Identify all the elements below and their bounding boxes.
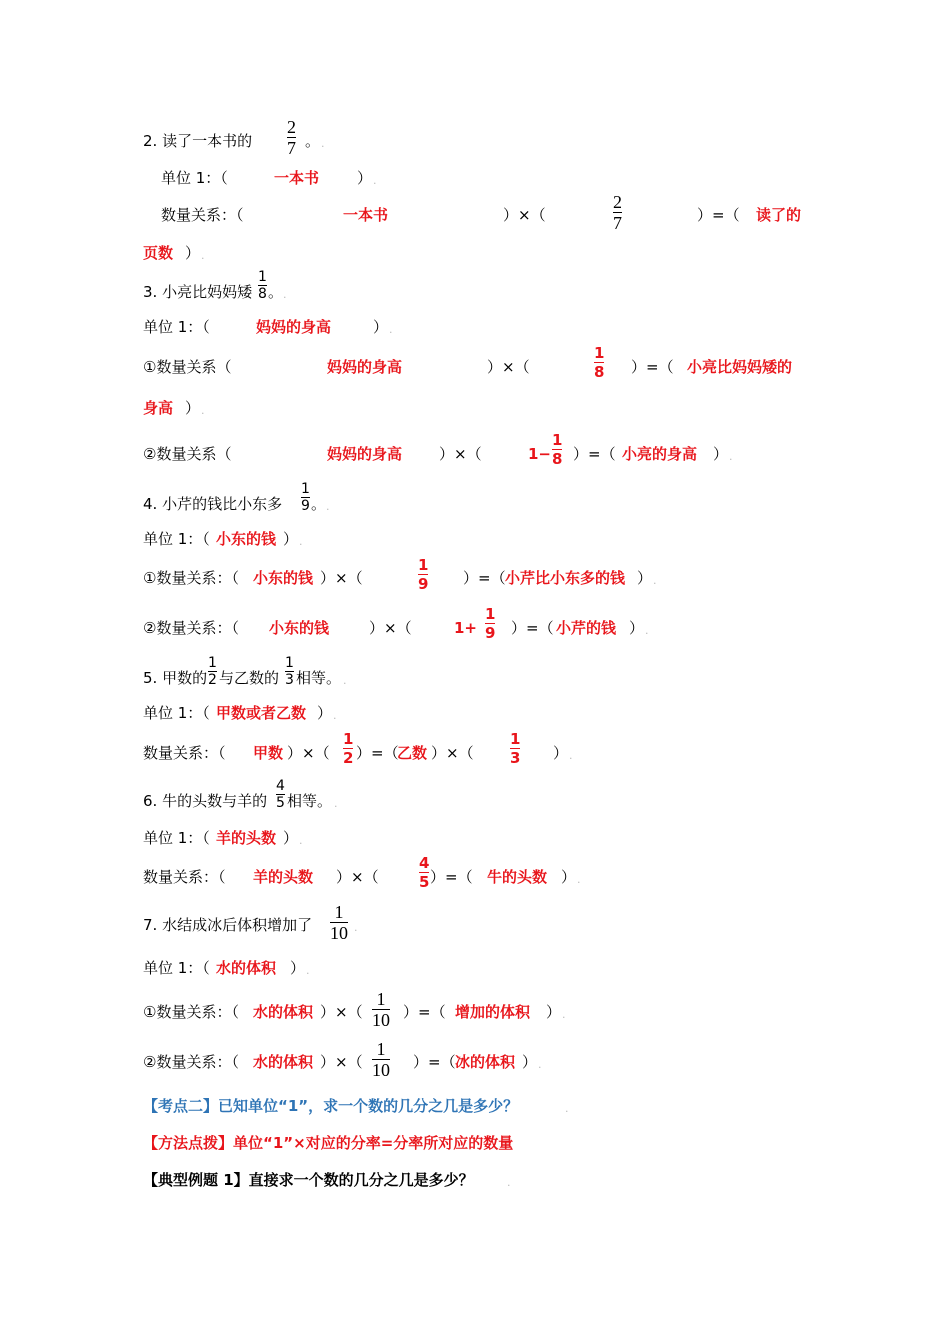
item4-unit-answer: 小东的钱	[216, 530, 277, 548]
example-heading: 【典型例题 1】直接求一个数的几分之几是多少？	[143, 1171, 474, 1189]
item4-r1-a: 小东的钱	[253, 569, 314, 587]
item5-relation-b: 乙数	[397, 744, 428, 762]
item5-unit-answer: 甲数或者乙数	[216, 704, 307, 722]
item3-fraction: 1 8	[258, 269, 267, 302]
item7-r1-label: ①数量关系：（	[143, 1003, 239, 1021]
item7-r1-equals: ）=（	[403, 1003, 446, 1021]
paragraph-mark: .	[299, 535, 303, 548]
item5-relation-times: ）×（	[287, 744, 330, 762]
item2-relation-a: 一本书	[343, 206, 389, 224]
paragraph-mark: .	[283, 288, 287, 301]
paragraph-mark: .	[507, 1176, 511, 1189]
item3-r2-equals: ）=（	[573, 445, 616, 463]
item4-r1-times: ）×（	[320, 569, 363, 587]
method-heading: 【方法点拨】单位“1”×对应的分率=分率所对应的数量	[143, 1134, 514, 1152]
item5-relation-close: ）	[553, 744, 569, 762]
item2-unit-label: 单位 1：（	[161, 169, 228, 187]
item3-r2-close: ）	[713, 445, 729, 463]
item4-stem-end: 。	[311, 495, 327, 513]
item4-r2-a: 小东的钱	[269, 619, 330, 637]
paragraph-mark: .	[354, 921, 358, 934]
item7-r2-close: ）	[522, 1053, 538, 1071]
item4-unit-close: ）	[283, 530, 299, 548]
item5-unit-label: 单位 1：（	[143, 704, 210, 722]
item7-unit-label: 单位 1：（	[143, 959, 210, 977]
paragraph-mark: .	[306, 964, 310, 977]
item3-unit-close: ）	[373, 318, 389, 336]
item7-r1-times: ）×（	[320, 1003, 363, 1021]
item7-fraction: 1 10	[330, 902, 348, 943]
item7-r2-label: ②数量关系：（	[143, 1053, 239, 1071]
item4-r1-equals: ）=（	[463, 569, 506, 587]
item3-r2-b: 小亮的身高	[622, 445, 698, 463]
item4-r1-close: ）	[637, 569, 653, 587]
paragraph-mark: .	[645, 624, 649, 637]
item5-relation-label: 数量关系：（	[143, 744, 226, 762]
item3-r1-a: 妈妈的身高	[327, 358, 403, 376]
item5-fraction-a: 1 2	[208, 655, 217, 688]
paragraph-mark: .	[565, 1102, 569, 1115]
item2-fraction: 2 7	[287, 117, 296, 158]
paragraph-mark: .	[201, 249, 205, 262]
paragraph-mark: .	[569, 749, 573, 762]
item3-r1-b2: 身高	[143, 399, 174, 417]
item7-r2-a: 水的体积	[253, 1053, 314, 1071]
item2-relation-times: ）×（	[503, 206, 546, 224]
item6-relation-b: 牛的头数	[487, 868, 548, 886]
paragraph-mark: .	[334, 797, 338, 810]
paragraph-mark: .	[321, 137, 325, 150]
paragraph-mark: .	[538, 1058, 542, 1071]
paragraph-mark: .	[373, 174, 377, 187]
item6-fraction: 4 5	[276, 778, 285, 811]
item5-unit-close: ）	[317, 704, 333, 722]
item5-stem-c: 相等。	[296, 669, 342, 687]
item4-r1-b: 小芹比小东多的钱	[505, 569, 626, 587]
item4-r2-close: ）	[629, 619, 645, 637]
paragraph-mark: .	[333, 709, 337, 722]
item4-r2-fraction: 1 9	[485, 605, 496, 642]
item4-stem: 4. 小芹的钱比小东多	[143, 495, 283, 513]
item3-r2-times: ）×（	[439, 445, 482, 463]
item2-stem-end: 。	[305, 132, 321, 150]
item4-r1-fraction: 1 9	[418, 556, 429, 593]
item3-r2-a: 妈妈的身高	[327, 445, 403, 463]
item2-relation-label: 数量关系：（	[161, 206, 244, 224]
item2-unit-close: ）	[357, 169, 373, 187]
item4-r2-b: 小芹的钱	[556, 619, 617, 637]
paragraph-mark: .	[577, 873, 581, 886]
item6-relation-fraction: 4 5	[419, 854, 430, 891]
item3-r1-close: ）	[185, 399, 201, 417]
item7-r2-equals: ）=（	[413, 1053, 456, 1071]
paragraph-mark: .	[343, 674, 347, 687]
item2-relation-close: ）	[185, 244, 201, 262]
item5-stem-a: 5. 甲数的	[143, 669, 208, 687]
item3-stem-end: 。	[268, 283, 284, 301]
kaodian-heading: 【考点二】已知单位“1”，求一个数的几分之几是多少？	[143, 1097, 519, 1115]
paragraph-mark: .	[326, 500, 330, 513]
item3-r1-label: ①数量关系（	[143, 358, 232, 376]
item5-stem-b: 与乙数的	[219, 669, 280, 687]
item3-r2-label: ②数量关系（	[143, 445, 232, 463]
item2-relation-fraction: 2 7	[613, 192, 622, 233]
item5-relation-times2: ）×（	[431, 744, 474, 762]
item2-unit-answer: 一本书	[274, 169, 320, 187]
item5-relation-fraction-b: 1 3	[510, 730, 521, 767]
item7-r2-b: 冰的体积	[455, 1053, 516, 1071]
item5-relation-a: 甲数	[253, 744, 284, 762]
item5-relation-fraction-a: 1 2	[343, 730, 354, 767]
item3-r1-times: ）×（	[487, 358, 530, 376]
paragraph-mark: .	[729, 450, 733, 463]
paragraph-mark: .	[201, 404, 205, 417]
item2-stem: 2. 读了一本书的	[143, 132, 253, 150]
item4-unit-label: 单位 1：（	[143, 530, 210, 548]
paragraph-mark: .	[389, 323, 393, 336]
item6-unit-close: ）	[283, 829, 299, 847]
item6-relation-label: 数量关系：（	[143, 868, 226, 886]
item5-fraction-b: 1 3	[285, 655, 294, 688]
item6-stem-b: 相等。	[287, 792, 333, 810]
paragraph-mark: .	[562, 1008, 566, 1021]
item6-relation-equals: ）=（	[430, 868, 473, 886]
item4-r1-label: ①数量关系：（	[143, 569, 239, 587]
item6-stem-a: 6. 牛的头数与羊的	[143, 792, 268, 810]
item7-r1-fraction: 1 10	[372, 989, 390, 1030]
paragraph-mark: .	[299, 834, 303, 847]
item4-r2-label: ②数量关系：（	[143, 619, 239, 637]
item6-relation-close: ）	[561, 868, 577, 886]
item7-unit-answer: 水的体积	[216, 959, 277, 977]
item7-r2-fraction: 1 10	[372, 1039, 390, 1080]
item4-r2-equals: ）=（	[511, 619, 554, 637]
item5-relation-equals: ）=（	[356, 744, 399, 762]
item3-unit-answer: 妈妈的身高	[256, 318, 332, 336]
item2-relation-equals: ）=（	[697, 206, 740, 224]
item4-fraction: 1 9	[301, 481, 310, 514]
item7-r1-close: ）	[546, 1003, 562, 1021]
item3-r1-equals: ）=（	[631, 358, 674, 376]
item4-r2-prefix: 1+	[454, 619, 478, 637]
item7-unit-close: ）	[290, 959, 306, 977]
item7-r1-a: 水的体积	[253, 1003, 314, 1021]
paragraph-mark: .	[653, 574, 657, 587]
item7-stem: 7. 水结成冰后体积增加了	[143, 916, 313, 934]
item2-relation-b2: 页数	[143, 244, 174, 262]
item3-r1-b1: 小亮比妈妈矮的	[687, 358, 793, 376]
item2-relation-b1: 读了的	[756, 206, 802, 224]
item4-r2-times: ）×（	[369, 619, 412, 637]
item6-unit-answer: 羊的头数	[216, 829, 277, 847]
item3-stem: 3. 小亮比妈妈矮	[143, 283, 253, 301]
item6-relation-times: ）×（	[336, 868, 379, 886]
item6-relation-a: 羊的头数	[253, 868, 314, 886]
item6-unit-label: 单位 1：（	[143, 829, 210, 847]
item3-unit-label: 单位 1：（	[143, 318, 210, 336]
item7-r2-times: ）×（	[320, 1053, 363, 1071]
item3-r2-fraction: 1 8	[552, 431, 563, 468]
item3-r2-prefix: 1−	[528, 445, 552, 463]
item3-r1-fraction: 1 8	[594, 344, 605, 381]
item7-r1-b: 增加的体积	[455, 1003, 531, 1021]
